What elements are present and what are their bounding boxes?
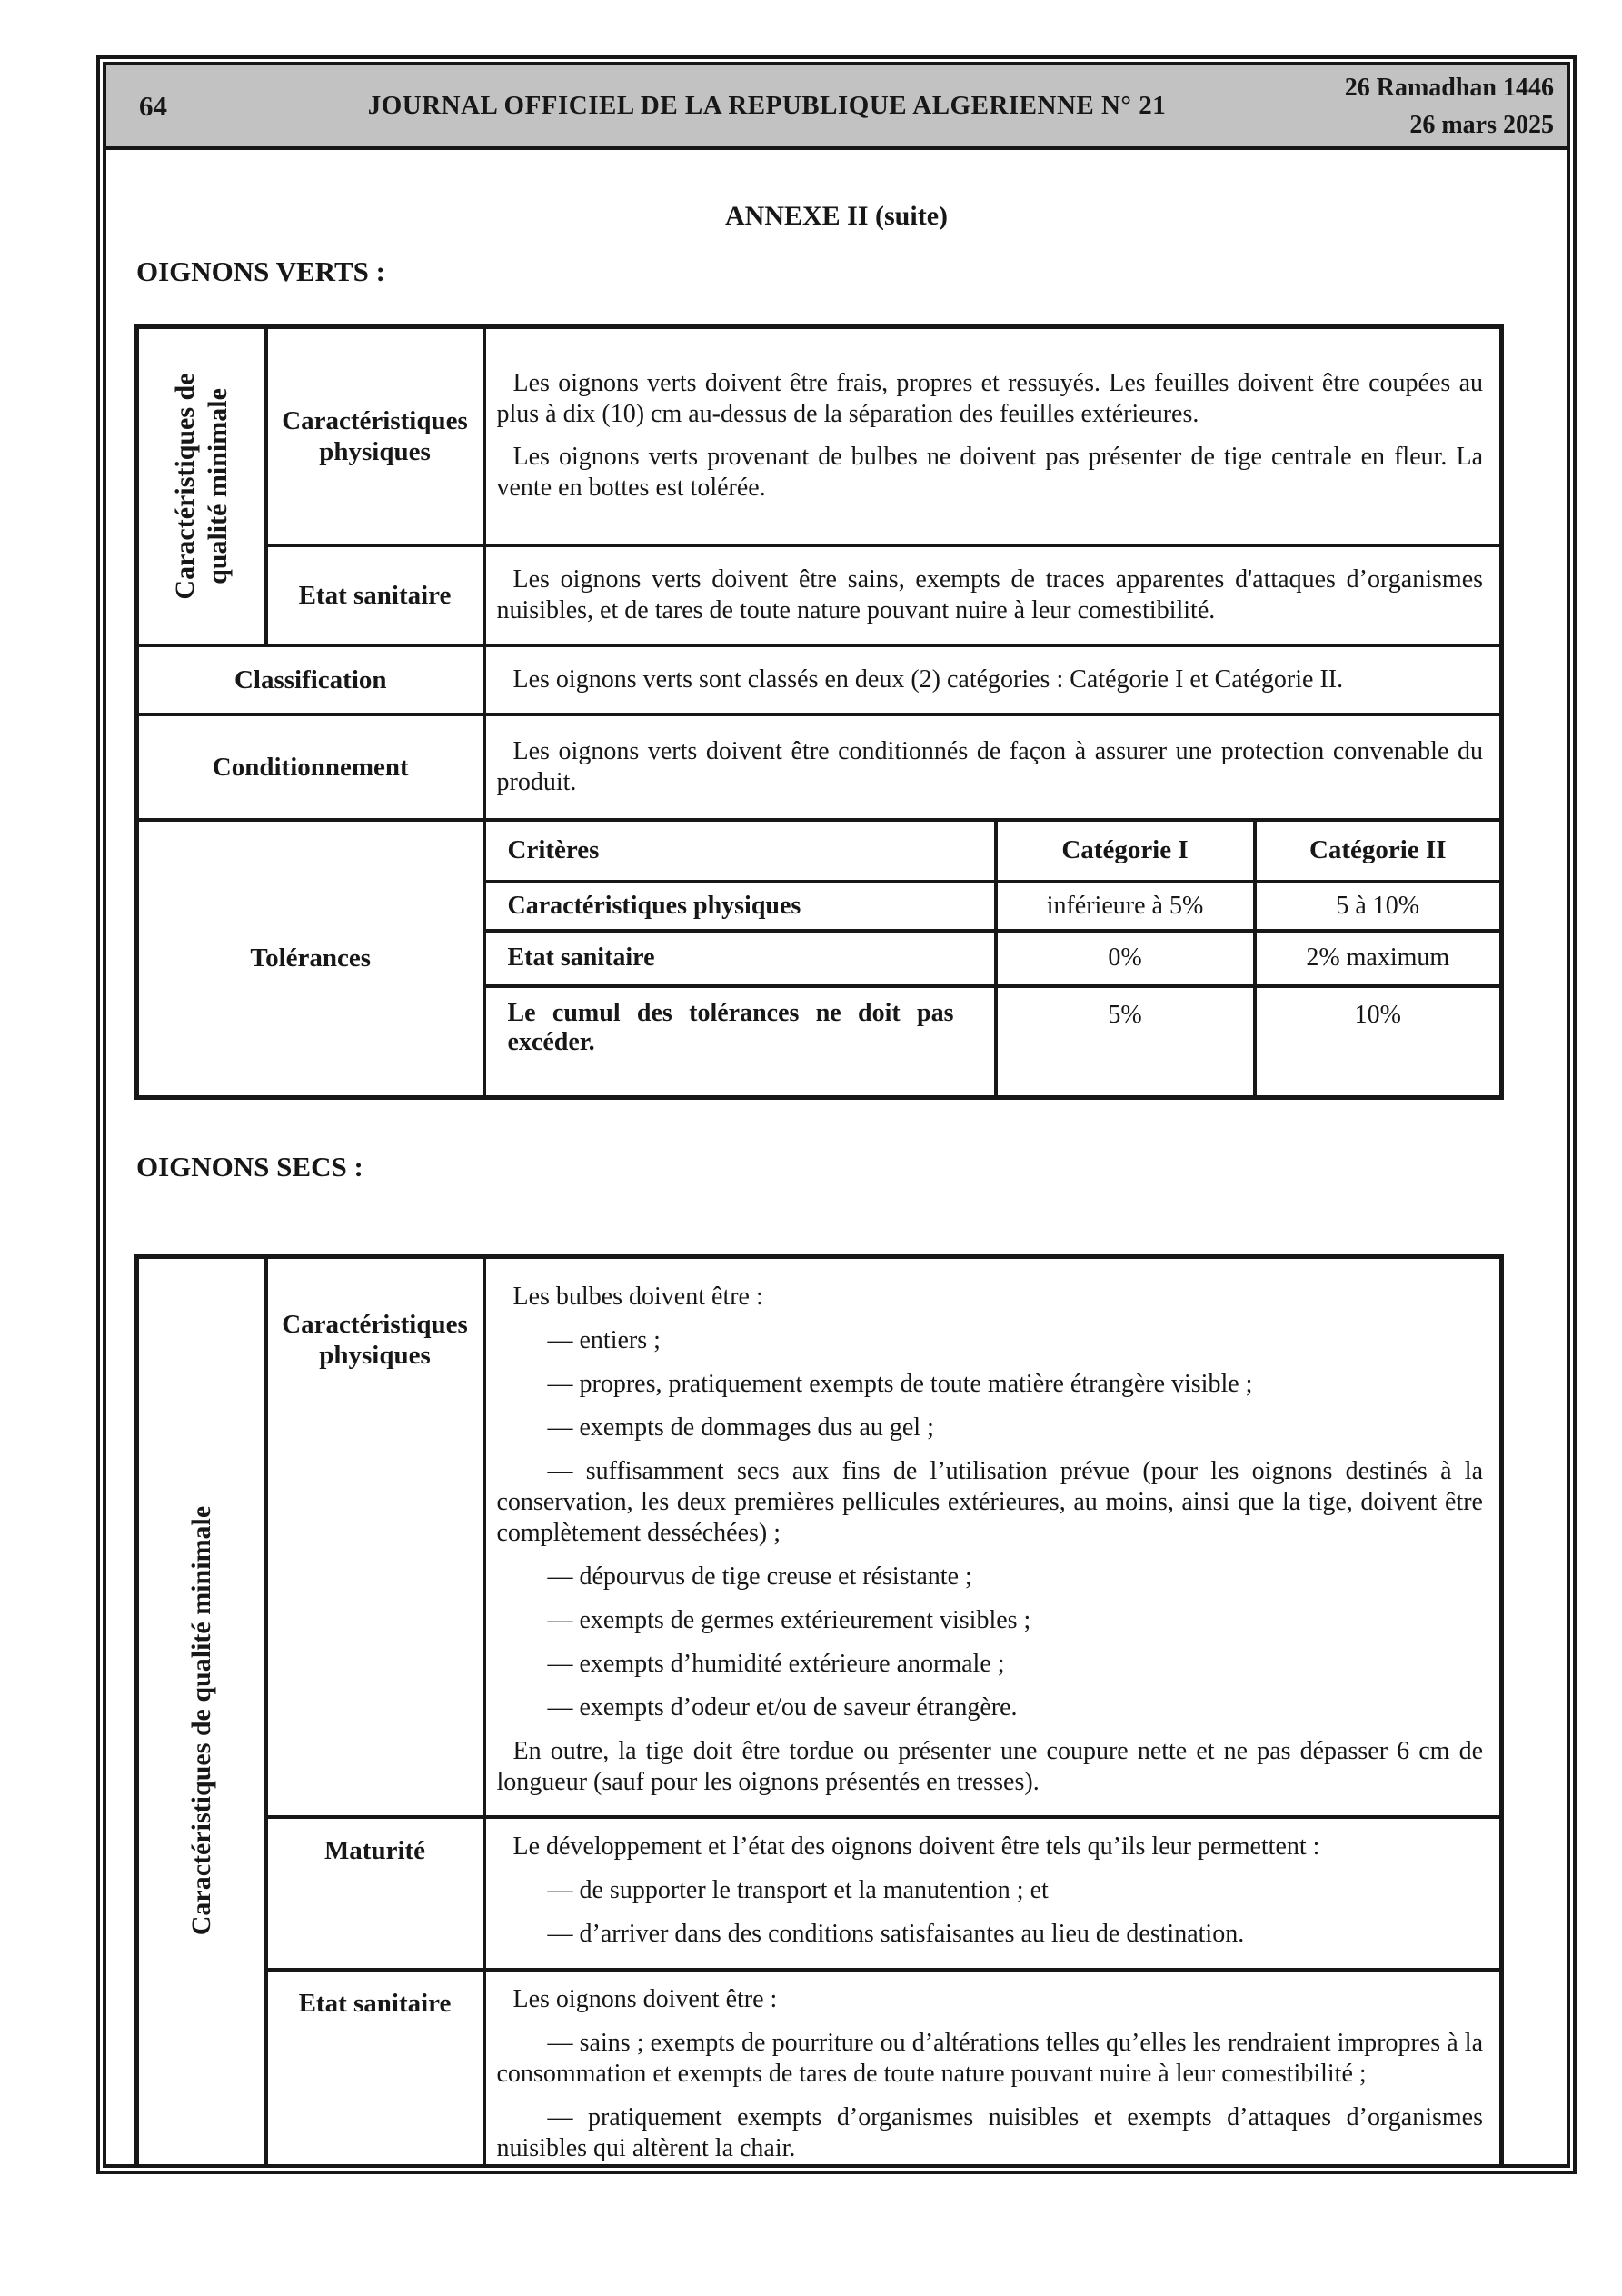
tolerances-value-cat2: 5 à 10% [1255, 882, 1502, 931]
bullet-item: — entiers ; [547, 1326, 661, 1354]
paragraph: En outre, la tige doit être tordue ou présenter une coupure nette et ne pas dépasser 6 cm de longueur (sauf pour les oignons présentés en tresses). [496, 1737, 1483, 1796]
cell-caracteristiques-physiques [484, 1257, 1502, 1818]
tolerances-value-cat1: inférieure à 5% [996, 882, 1255, 931]
tolerances-critere: Caractéristiques physiques [484, 882, 996, 931]
page-content [106, 65, 1567, 2164]
bullet-item: — d’arriver dans des conditions satisfaisantes au lieu de destination. [547, 1920, 1245, 1948]
bullet-item: — exempts de germes extérieurement visibles ; [547, 1606, 1031, 1634]
bullet-item: — sains ; exempts de pourriture ou d’altérations telles qu’elles les rendraient impropres à la consommation et exempts de tares de toute nature pouvant nuire à leur comestibilité ; [496, 2029, 1483, 2088]
row-label-caracteristiques-physiques: Caractéristiques physiques [266, 327, 484, 545]
oignons-verts-table [134, 324, 1504, 1100]
tolerances-header-categorie-2: Catégorie II [1255, 820, 1502, 882]
row-label-caracteristiques-physiques: Caractéristiques physiques [266, 1257, 484, 1818]
row-label-tolerances: Tolérances [137, 820, 484, 1098]
cell-classification [484, 645, 1502, 714]
page-frame-inner [103, 62, 1570, 2168]
date-gregorian: 26 mars 2025 [1409, 110, 1554, 139]
bullet-item: — pratiquement exempts d’organismes nuisibles et exempts d’attaques d’organismes nuisibles qui altèrent la chair. [496, 2103, 1483, 2162]
row-group-cell [137, 327, 266, 645]
row-label-etat-sanitaire: Etat sanitaire [266, 1970, 484, 2164]
bullet-item: — dépourvus de tige creuse et résistante ; [547, 1562, 972, 1591]
bullet-item: — exempts de dommages dus au gel ; [547, 1413, 934, 1442]
bullet-item: — propres, pratiquement exempts de toute matière étrangère visible ; [547, 1370, 1253, 1398]
oignons-secs-table [134, 1254, 1504, 2164]
paragraph: Les oignons verts sont classés en deux (2) catégories : Catégorie I et Catégorie II. [512, 664, 1344, 694]
cell-maturite [484, 1817, 1502, 1970]
section-heading-oignons-verts: OIGNONS VERTS : [136, 255, 385, 287]
tolerances-value-cat2: 10% [1255, 986, 1502, 1098]
page-header [106, 65, 1567, 150]
paragraph: Les bulbes doivent être : [512, 1283, 763, 1311]
bullet-item: — de supporter le transport et la manutention ; et [547, 1876, 1049, 1904]
rotated-row-group-label: Caractéristiques de qualité minimale [185, 1505, 216, 1936]
tolerances-critere: Etat sanitaire [484, 931, 996, 986]
bullet-item: — suffisamment secs aux fins de l’utilisation prévue (pour les oignons destinés à la conservation, les deux premières pellicules extérieures, au moins, ainsi que la tige, doivent être complètement desséchées) ; [496, 1457, 1483, 1547]
rotated-row-group-label: Caractéristiques de qualité minimale [169, 373, 233, 600]
paragraph: Le développement et l’état des oignons doivent être tels qu’ils leur permettent : [512, 1832, 1320, 1861]
tolerances-value-cat1: 0% [996, 931, 1255, 986]
paragraph: Les oignons verts doivent être sains, exempts de traces apparentes d'attaques d’organismes nuisibles, et de tares de toute nature pouvant nuire à leur comestibilité. [496, 564, 1484, 624]
tolerances-value-cat2: 2% maximum [1255, 931, 1502, 986]
row-group-cell [137, 1257, 266, 2165]
publication-dates [1313, 69, 1554, 144]
page-number: 64 [139, 89, 167, 122]
tolerances-header-categorie-1: Catégorie I [996, 820, 1255, 882]
annexe-title: ANNEXE II (suite) [724, 201, 948, 231]
page-frame [96, 55, 1577, 2174]
row-label-conditionnement: Conditionnement [137, 714, 484, 820]
paragraph: Les oignons verts doivent être conditionnés de façon à assurer une protection convenable du produit. [496, 736, 1484, 796]
paragraph: Les oignons verts doivent être frais, propres et ressuyés. Les feuilles doivent être coupées au plus à dix (10) cm au-dessus de la séparation des feuilles extérieures. [496, 369, 1484, 429]
row-label-maturite: Maturité [266, 1817, 484, 1970]
bullet-item: — exempts d’odeur et/ou de saveur étrangère. [547, 1693, 1018, 1722]
cell-conditionnement [484, 714, 1502, 820]
paragraph: Les oignons verts provenant de bulbes ne doivent pas présenter de tige centrale en fleur. La vente en bottes est tolérée. [496, 443, 1484, 503]
journal-title: JOURNAL OFFICIEL DE LA REPUBLIQUE ALGERIENNE N° 21 [367, 91, 1167, 120]
date-hijri: 26 Ramadhan 1446 [1344, 73, 1554, 102]
cell-etat-sanitaire [484, 1970, 1502, 2164]
cell-etat-sanitaire [484, 545, 1502, 645]
cell-caracteristiques-physiques [484, 327, 1502, 545]
row-label-classification: Classification [137, 645, 484, 714]
tolerances-header-criteres: Critères [484, 820, 996, 882]
section-heading-oignons-secs: OIGNONS SECS : [136, 1151, 363, 1183]
tolerances-critere: Le cumul des tolérances ne doit pas excéder. [484, 986, 996, 1098]
paragraph: Les oignons doivent être : [512, 1985, 778, 2013]
row-label-etat-sanitaire: Etat sanitaire [266, 545, 484, 645]
tolerances-value-cat1: 5% [996, 986, 1255, 1098]
bullet-item: — exempts d’humidité extérieure anormale ; [547, 1650, 1005, 1678]
